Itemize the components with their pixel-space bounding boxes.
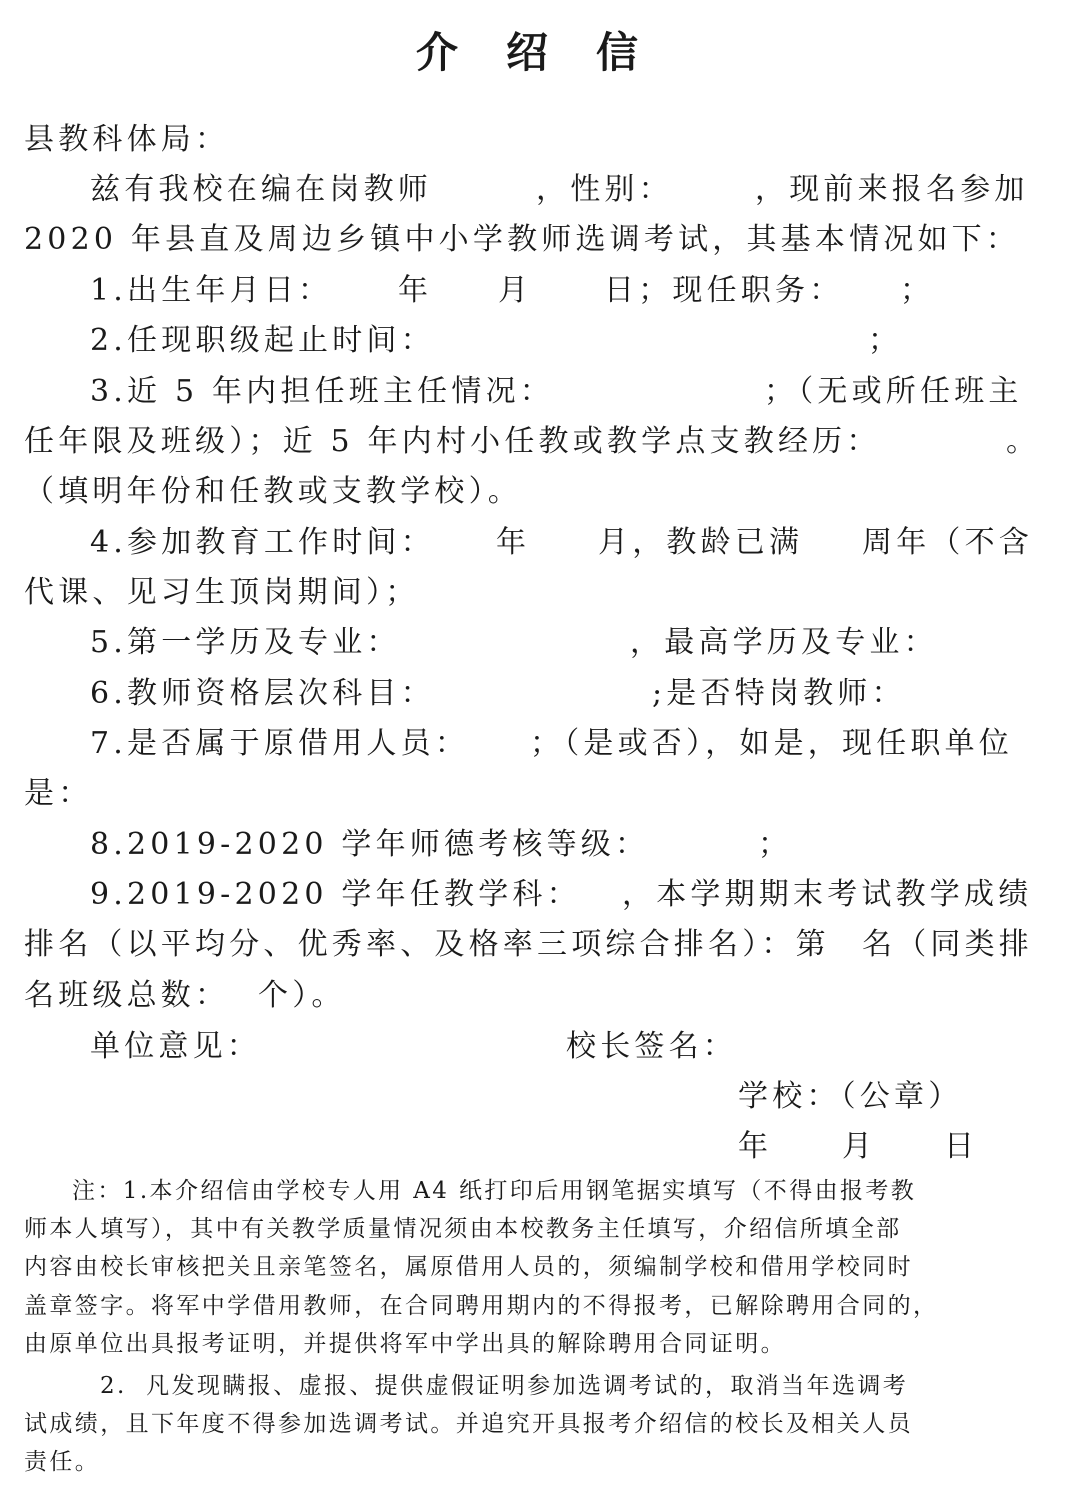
- item-8-end: ；: [758, 827, 793, 862]
- item-2-label: 2.任现职级起止时间：: [90, 323, 435, 358]
- item-6-label: 6.教师资格层次科目：: [90, 676, 435, 711]
- intro-text-b: ，性别：: [536, 172, 673, 207]
- item-4-year: 年: [496, 525, 531, 560]
- item-2-end: ；: [868, 323, 903, 358]
- item-6-special: ;是否特岗教师：: [652, 676, 906, 711]
- intro-text-line2: 2020 年县直及周边乡镇中小学教师选调考试，其基本情况如下：: [24, 222, 1021, 257]
- item-9-line2-end: 名（同类排: [862, 927, 1033, 962]
- item-9-line3-end: 个）。: [258, 978, 346, 1013]
- item-1-day-position: 日；现任职务：: [604, 273, 844, 308]
- item-9-line2: 排名（以平均分、优秀率、及格率三项综合排名）：第: [24, 927, 830, 962]
- sign-date-day: 日: [944, 1129, 979, 1164]
- item-7-line2: 是：: [24, 776, 93, 811]
- item-3-line2-end: 。: [1006, 424, 1041, 459]
- item-7-note: ；（是或否），如是，现任职单位: [530, 726, 1013, 761]
- item-5-highest: ，最高学历及专业：: [630, 625, 938, 660]
- note-1-line-4: 盖章签字。将军中学借用教师，在合同聘用期内的不得报考，已解除聘用合同的，: [24, 1293, 939, 1319]
- item-5-label: 5.第一学历及专业：: [90, 625, 401, 660]
- sign-date-month: 月: [842, 1129, 877, 1164]
- note-1-line-5: 由原单位出具报考证明，并提供将军中学出具的解除聘用合同证明。: [24, 1331, 786, 1357]
- principal-signature: 校长签名：: [566, 1029, 737, 1064]
- item-4-years-served: 周年（不含: [862, 525, 1033, 560]
- item-9-label: 9.2019-2020 学年任教学科：: [90, 877, 581, 912]
- item-1-label: 1.出生年月日：: [90, 273, 333, 308]
- note-2-line-2: 试成绩，且下年度不得参加选调考试。并追究开具报考介绍信的校长及相关人员: [24, 1411, 913, 1437]
- item-4-line2: 代课、见习生顶岗期间）；: [24, 575, 420, 610]
- item-1-month: 月: [498, 273, 533, 308]
- item-4-label: 4.参加教育工作时间：: [90, 525, 435, 560]
- item-8-label: 8.2019-2020 学年师德考核等级：: [90, 827, 650, 862]
- note-1-line-3: 内容由校长审核把关且亲笔签名，属原借用人员的，须编制学校和借用学校同时: [24, 1254, 913, 1280]
- recipient: 县教科体局：: [24, 122, 230, 157]
- item-1-year: 年: [398, 273, 433, 308]
- school-seal: 学校：（公章）: [738, 1079, 963, 1114]
- note-2-line-3: 责任。: [24, 1449, 101, 1475]
- intro-text-a: 兹有我校在编在岗教师: [90, 172, 432, 207]
- item-1-end: ；: [900, 273, 935, 308]
- intro-text-c: ，现前来报名参加: [755, 172, 1029, 207]
- item-9-note: ，本学期期末考试教学成绩: [622, 877, 1033, 912]
- sign-date-year: 年: [738, 1129, 773, 1164]
- note-1-line-1: 注：1.本介绍信由学校专人用 A4 纸打印后用钢笔据实填写（不得由报考教: [72, 1178, 917, 1204]
- item-3-label: 3.近 5 年内担任班主任情况：: [90, 374, 554, 409]
- page-title: 介绍信: [416, 28, 687, 77]
- note-1-line-2: 师本人填写），其中有关教学质量情况须由本校教务主任填写，介绍信所填全部: [24, 1216, 902, 1242]
- item-3-line2: 任年限及班级）；近 5 年内村小任教或教学点支教经历：: [24, 424, 881, 459]
- note-2-line-1: 2. 凡发现瞒报、虚报、提供虚假证明参加选调考试的，取消当年选调考: [100, 1373, 909, 1399]
- item-3-note: ；（无或所任班主: [764, 374, 1023, 409]
- item-4-month: 月，教龄已满: [598, 525, 804, 560]
- unit-opinion: 单位意见：: [90, 1029, 261, 1064]
- item-7-label: 7.是否属于原借用人员：: [90, 726, 470, 761]
- item-3-line3: （填明年份和任教或支教学校）。: [24, 474, 522, 509]
- item-9-line3: 名班级总数：: [24, 978, 230, 1013]
